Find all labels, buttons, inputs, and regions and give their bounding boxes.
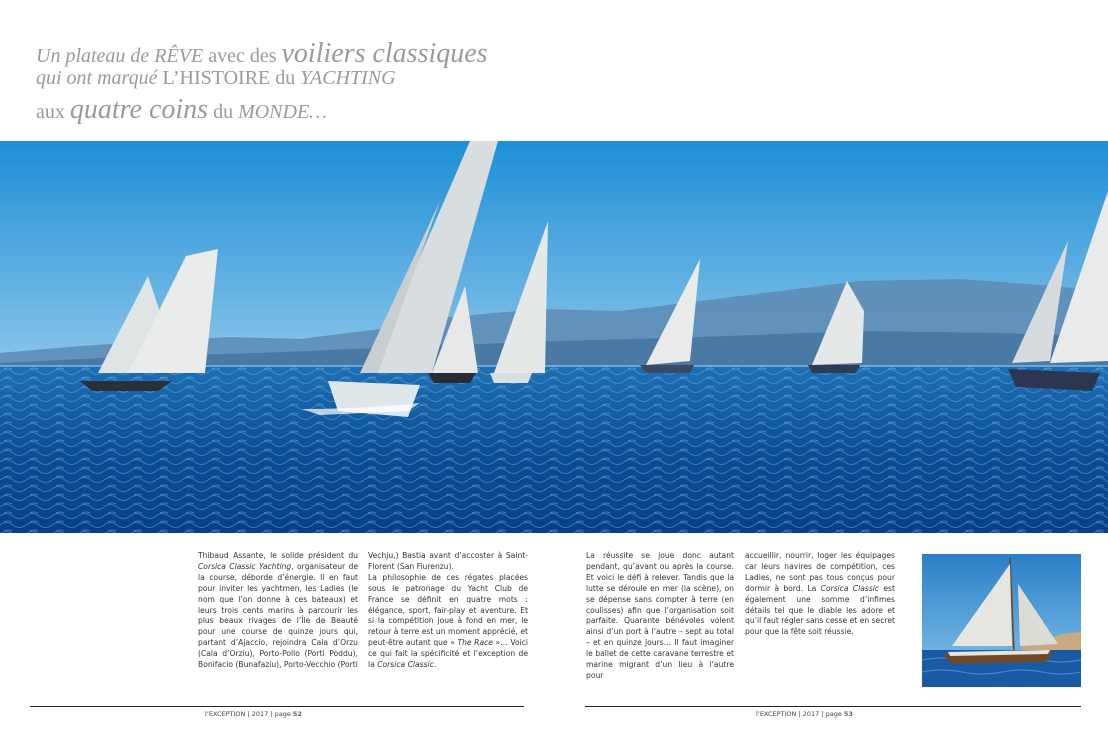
footer-rule bbox=[30, 706, 524, 707]
article-column-1 bbox=[198, 551, 358, 671]
hero-photo bbox=[0, 141, 1108, 533]
article-text: , organisateur de la course, déborde d’énergie. Il en faut pour inviter les yachtmen, les Ladies (le nom que l’on donne à ces bateaux) et leurs trois cents marins à parcourir les plus beaux rivages de l’Île de Beauté pour une course de quinze jours qui, partant d’Ajaccio, rejoindra Cala d’Orzu (Cala d’Orziu), Porto-Pollo (Porti Poddu), Bonifacio (Bunafaziu), Porto-Vecchio (Porti bbox=[198, 561, 358, 670]
article-text: La réussite se joue donc autant pendant, qu’avant ou après la course. Et voici le défi à relever. Tandis que la lutte se déroule en mer (la scène), on se dépense sans compter à terre (en coulisses) afin que l’organisation soit parfaite. Quarante bénévoles volent ainsi d’un port à l’autre – sept au total – et en quinze jours… Il faut imaginer le ballet de cette caravane terrestre et marine migrant d’un lieu à l’autre pour bbox=[586, 551, 734, 680]
headline-fragment: qui ont marqué bbox=[36, 67, 158, 89]
article-text: accueillir, nourrir, loger les équipages car leurs navires de compétition, ces Ladies, ne sont pas tous conçus pour dormir à bord. La bbox=[745, 551, 895, 593]
page-label: page bbox=[274, 710, 291, 718]
headline-emphasis: quatre coins bbox=[69, 94, 209, 125]
article-emphasis: Corsica Classic bbox=[820, 583, 880, 593]
headline-fragment: YACHTING bbox=[300, 67, 396, 89]
headline-line-1 bbox=[36, 40, 556, 68]
article-text: Thibaud Assante, le solide président du bbox=[198, 551, 358, 560]
article-paragraph: Vechju,) Bastia avant d’accoster à Saint-Florent (San Fiurenzu). bbox=[368, 551, 528, 571]
article-paragraph bbox=[368, 573, 528, 671]
magazine-brand: l’EXCEPTION bbox=[205, 710, 246, 718]
thumbnail-photo bbox=[922, 554, 1081, 687]
magazine-brand: l’EXCEPTION bbox=[756, 710, 797, 718]
article-emphasis: The Race bbox=[457, 638, 493, 648]
article-emphasis: Corsica Classic bbox=[377, 660, 434, 670]
article-text: La philosophie de ces régates placées sous le patronage du Yacht Club de France se définit en quatre mots : élégance, sport, fair-play et aventure. Et si la compétition joue à fond en mer, le retour à terre est un moment apprécié, et peut-être autant que « bbox=[368, 572, 528, 648]
regatta-photo bbox=[0, 141, 1108, 533]
headline-line-3 bbox=[36, 96, 556, 124]
issue-year: 2017 bbox=[802, 710, 820, 718]
headline bbox=[36, 40, 556, 124]
page-label: page bbox=[825, 710, 842, 718]
article-text: . bbox=[433, 660, 437, 670]
article-column-4 bbox=[745, 551, 895, 638]
headline-fragment: avec des bbox=[203, 45, 282, 67]
headline-line-2 bbox=[36, 68, 556, 96]
folio-left: l’EXCEPTION | 2017 | page 52 bbox=[205, 710, 302, 718]
page-number: 52 bbox=[292, 710, 302, 718]
headline-fragment: MONDE… bbox=[238, 101, 327, 123]
article-column-3 bbox=[586, 551, 734, 682]
folio-right: l’EXCEPTION | 2017 | page 53 bbox=[756, 710, 853, 718]
article-text: »… Voici ce qui fait la spécificité et l’exception de la bbox=[368, 638, 528, 670]
footer-rule bbox=[585, 706, 1081, 707]
headline-fragment: L’HISTOIRE du bbox=[157, 67, 301, 89]
headline-emphasis: voiliers classiques bbox=[281, 38, 488, 69]
article-text: est également une somme d’infimes détails tel que le diable les adore et qu’il faut régler sans cesse et en secret pour que la fête soit réussie. bbox=[745, 583, 895, 637]
headline-fragment: du bbox=[208, 101, 239, 123]
headline-fragment: aux bbox=[36, 101, 70, 123]
page-number: 53 bbox=[843, 710, 853, 718]
article-emphasis: Corsica Classic Yachting bbox=[198, 561, 292, 571]
article-column-2 bbox=[368, 551, 528, 671]
classic-yacht-photo bbox=[922, 554, 1081, 687]
headline-fragment: Un plateau de RÊVE bbox=[36, 45, 204, 67]
issue-year: 2017 bbox=[251, 710, 269, 718]
